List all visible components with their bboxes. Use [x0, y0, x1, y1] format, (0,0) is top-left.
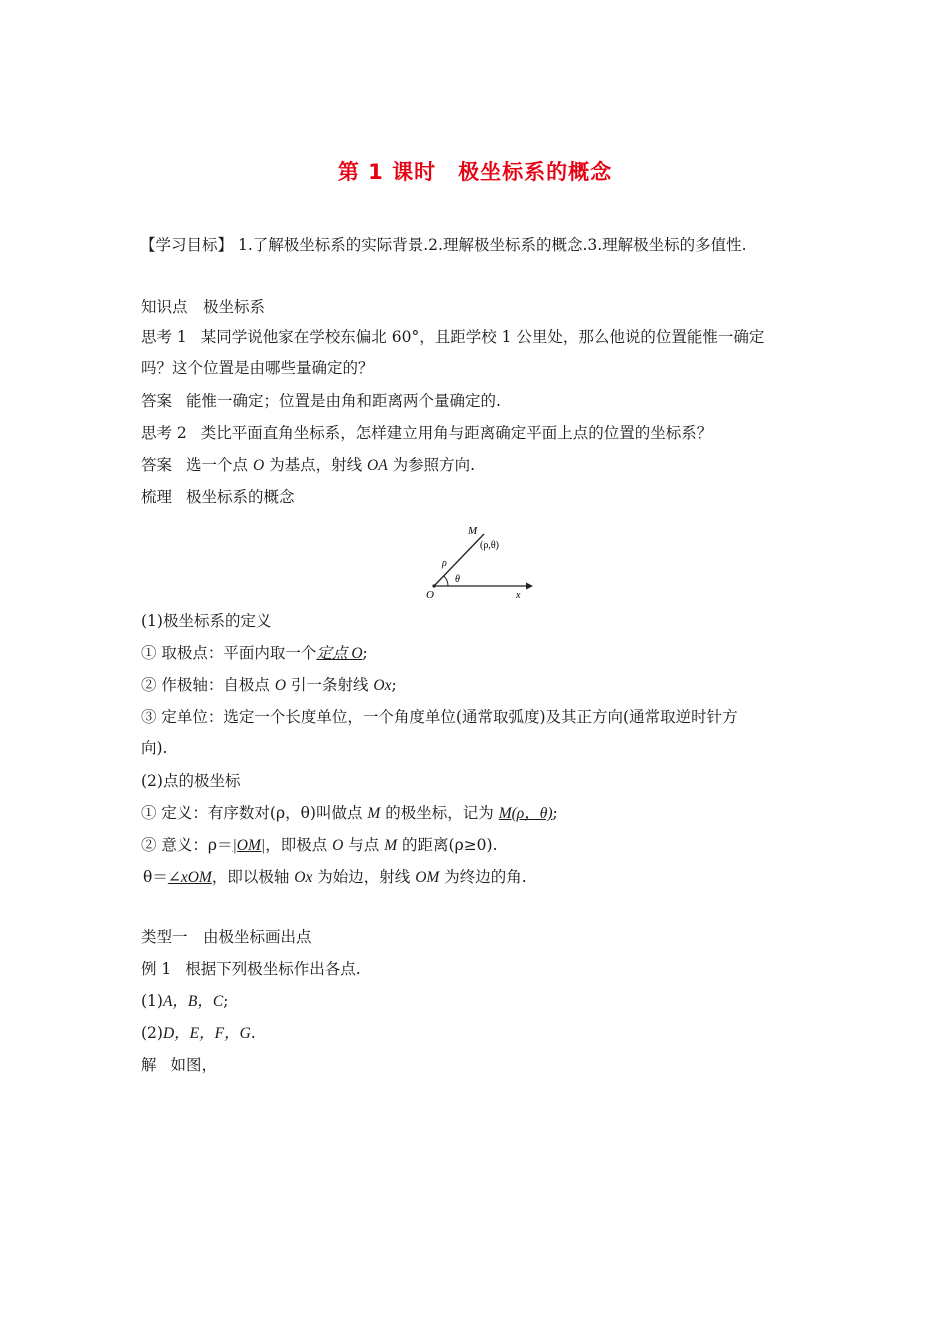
think1-line1: [141, 326, 764, 348]
def2-text: ;: [391, 676, 397, 694]
label-coord: (ρ,θ): [480, 540, 499, 551]
ex2-text: .: [250, 1024, 256, 1042]
axis-arrowhead: [526, 583, 533, 590]
ex1-points: A，B，C: [162, 993, 224, 1010]
objectives-label: 【学习目标】: [140, 236, 234, 254]
objectives-text: 1.了解极坐标系的实际背景.2.理解极坐标系的概念.3.理解极坐标的多值性.: [237, 236, 747, 254]
answer2-text: 为参照方向.: [387, 456, 476, 474]
polar1-text: ① 定义：有序数对(ρ，θ)叫做点: [141, 804, 368, 822]
polar3-text: ，即以极轴: [211, 868, 295, 886]
ex2-points: D，E，F，G: [162, 1025, 251, 1042]
ray-ox: Ox: [373, 677, 392, 694]
answer2-text: 为基点，射线: [264, 456, 368, 474]
polar1-text: ;: [552, 804, 558, 822]
definition-1: [141, 642, 368, 665]
example1-label: 例 1: [141, 960, 172, 978]
answer1-label: 答案: [141, 392, 173, 410]
definition-2: [141, 674, 397, 697]
solution-text: 如图，: [170, 1056, 218, 1074]
answer1: [141, 390, 501, 412]
ray-ox: Ox: [294, 869, 313, 886]
angle-arc: [444, 576, 448, 586]
point-m: M: [384, 837, 398, 854]
definition-3-line1: ③ 定单位：选定一个长度单位，一个角度单位(通常取弧度)及其正方向(通常取逆时针方: [141, 708, 738, 726]
label-o: O: [426, 589, 434, 601]
label-rho: ρ: [442, 558, 447, 569]
type1-heading: 类型一 由极坐标画出点: [141, 928, 312, 946]
point-m: M: [367, 805, 381, 822]
summary: [141, 486, 295, 508]
polar3-underlined: ∠xOM: [167, 869, 212, 886]
polar3-text: 为终边的角.: [439, 868, 527, 886]
think2-label: 思考 2: [141, 424, 187, 442]
ray-oa: OA: [367, 457, 388, 474]
example1-text: 根据下列极坐标作出各点.: [185, 960, 361, 978]
polar-meaning-rho: [141, 834, 498, 857]
solution: [141, 1054, 217, 1076]
example1: [141, 958, 361, 980]
ex1-text: ;: [223, 992, 229, 1010]
ex1-text: (1): [141, 992, 163, 1010]
def1-underlined: 定点 O: [316, 645, 363, 662]
label-m: M: [468, 525, 478, 537]
example1-part1: [141, 990, 228, 1013]
point-o: O: [332, 837, 344, 854]
point-o: O: [274, 677, 287, 694]
summary-label: 梳理: [141, 488, 173, 506]
answer2: [141, 454, 475, 477]
answer2-label: 答案: [141, 456, 173, 474]
knowledge-point-heading: 知识点 极坐标系: [141, 298, 266, 316]
ex2-text: (2): [141, 1024, 163, 1042]
think1-text-line1: 某同学说他家在学校东偏北 60°，且距学校 1 公里处，那么他说的位置能惟一确定: [200, 328, 765, 346]
polar2-underlined: |OM|: [232, 837, 266, 854]
think1-label: 思考 1: [141, 328, 187, 346]
polar2-text: 与点: [343, 836, 385, 854]
summary-text: 极坐标系的概念: [186, 488, 295, 506]
definition-heading: (1)极坐标系的定义: [141, 612, 272, 630]
polar1-underlined: M(ρ，θ): [498, 805, 553, 822]
answer2-text: 选一个点: [186, 456, 253, 474]
think2-text: 类比平面直角坐标系，怎样建立用角与距离确定平面上点的位置的坐标系？: [200, 424, 713, 442]
label-x: x: [516, 590, 521, 601]
def1-text: ;: [362, 644, 368, 662]
learning-objectives: [140, 234, 747, 256]
polar2-text: 的距离(ρ≥0).: [397, 836, 498, 854]
think1-text-line2: 吗？这个位置是由哪些量确定的？: [141, 359, 374, 377]
pole-point: [432, 584, 435, 587]
polar-meaning-theta: [143, 866, 527, 889]
ray-om-text: OM: [415, 869, 440, 886]
definition-3-line2: 向).: [141, 739, 168, 757]
def2-text: 引一条射线: [286, 676, 374, 694]
polar2-text: ② 意义：ρ＝: [141, 836, 233, 854]
def2-text: ② 作极轴：自极点: [141, 676, 275, 694]
point-o: O: [252, 457, 265, 474]
think2: [141, 422, 712, 444]
page-title: 第 1 课时 极坐标系的概念: [337, 160, 613, 184]
polar3-text: θ＝: [143, 868, 168, 886]
def1-text: ① 取极点：平面内取一个: [141, 644, 317, 662]
solution-label: 解: [141, 1056, 157, 1074]
label-theta: θ: [455, 574, 460, 585]
polar1-text: 的极坐标，记为: [380, 804, 499, 822]
polar2-text: ，即极点: [265, 836, 333, 854]
example1-part2: [141, 1022, 256, 1045]
polar-diagram: [420, 520, 540, 602]
answer1-text: 能惟一确定；位置是由角和距离两个量确定的.: [186, 392, 501, 410]
polar-coord-heading: (2)点的极坐标: [141, 772, 241, 790]
polar-definition: [141, 802, 558, 825]
polar3-text: 为始边，射线: [312, 868, 416, 886]
